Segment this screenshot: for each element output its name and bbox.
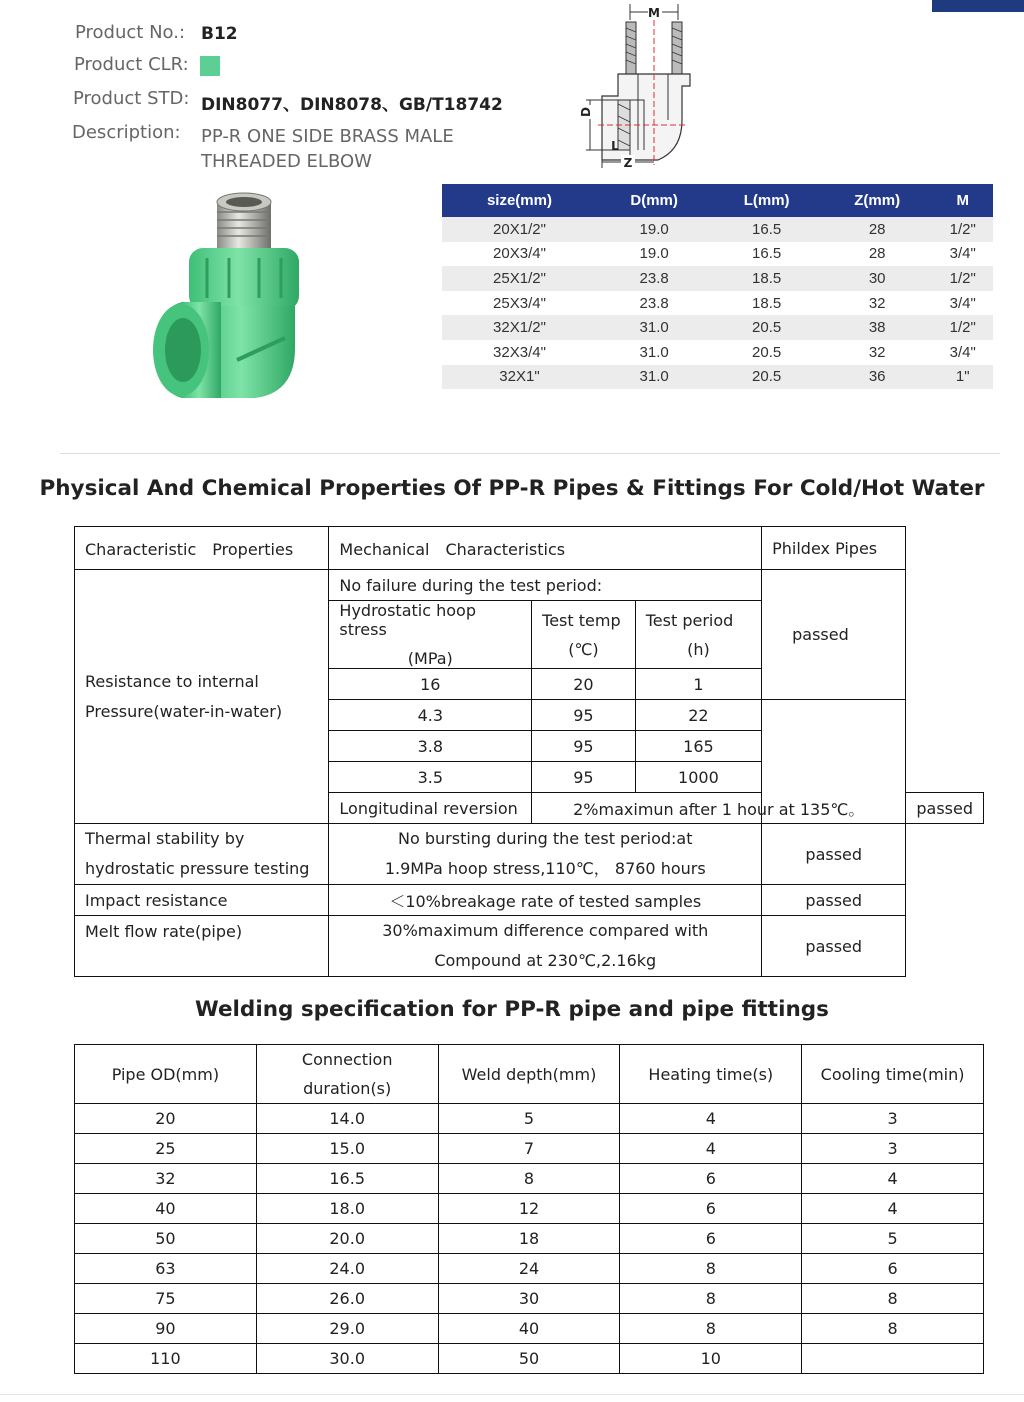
size-cell: 23.8 — [597, 266, 711, 291]
size-cell: 3/4" — [932, 291, 993, 316]
melt-desc — [329, 916, 762, 977]
weld-cell: 24.0 — [256, 1254, 438, 1284]
properties-table — [74, 526, 984, 977]
weld-header-depth: Weld depth(mm) — [438, 1045, 620, 1104]
size-table — [442, 184, 993, 389]
size-cell: 32X1" — [442, 365, 597, 390]
size-cell: 38 — [822, 315, 933, 340]
weld-cell: 30.0 — [256, 1344, 438, 1374]
sub-header-temp — [532, 601, 636, 669]
weld-cell: 16.5 — [256, 1164, 438, 1194]
table-row — [75, 1284, 984, 1314]
table-row — [75, 916, 984, 977]
pressure-cell: 165 — [635, 731, 761, 762]
impact-result: passed — [762, 885, 906, 916]
pressure-cell: 1000 — [635, 762, 761, 793]
bottom-divider — [0, 1394, 1024, 1395]
size-cell: 31.0 — [597, 365, 711, 390]
product-no-label: Product No.: — [75, 22, 186, 43]
table-row — [75, 1344, 984, 1374]
welding-title: Welding specification for PP-R pipe and pipe fittings — [195, 997, 829, 1022]
weld-cell: 30 — [438, 1284, 620, 1314]
weld-cell — [802, 1344, 984, 1374]
table-row — [75, 1314, 984, 1344]
thermal-label — [75, 824, 329, 885]
weld-cell: 4 — [620, 1134, 802, 1164]
weld-cell: 5 — [438, 1104, 620, 1134]
table-row — [442, 340, 993, 365]
thermal-result: passed — [762, 824, 906, 885]
size-cell: 31.0 — [597, 315, 711, 340]
size-cell: 18.5 — [711, 266, 822, 291]
dim-d-label: D — [579, 107, 593, 117]
thermal-label-line-2: hydrostatic pressure testing — [85, 859, 310, 878]
weld-cell: 20.0 — [256, 1224, 438, 1254]
sub-header-period — [635, 601, 761, 669]
longitudinal-result: passed — [906, 793, 984, 824]
weld-cell: 25 — [75, 1134, 257, 1164]
table-row — [442, 242, 993, 267]
longitudinal-label: Longitudinal reversion — [329, 793, 532, 824]
melt-desc-line-1: 30%maximum difference compared with — [382, 921, 709, 940]
weld-cell: 6 — [802, 1254, 984, 1284]
size-cell: 3/4" — [932, 340, 993, 365]
weld-cell: 50 — [75, 1224, 257, 1254]
size-header-d: D(mm) — [597, 184, 711, 217]
size-cell: 28 — [822, 242, 933, 267]
table-row — [75, 1254, 984, 1284]
props-header-characteristic: Characteristic Properties — [75, 527, 329, 570]
weld-cell: 3 — [802, 1134, 984, 1164]
weld-cell: 12 — [438, 1194, 620, 1224]
pressure-result: passed — [762, 570, 906, 700]
thermal-desc-line-1: No bursting during the test period:at — [398, 829, 693, 848]
weld-cell: 6 — [620, 1224, 802, 1254]
thermal-desc-line-2: 1.9MPa hoop stress,110℃， 8760 hours — [384, 859, 706, 878]
weld-header-heating: Heating time(s) — [620, 1045, 802, 1104]
weld-cell: 8 — [802, 1284, 984, 1314]
description-label: Description: — [72, 122, 181, 143]
size-cell: 25X3/4" — [442, 291, 597, 316]
size-cell: 31.0 — [597, 340, 711, 365]
size-cell: 20.5 — [711, 315, 822, 340]
table-row — [442, 365, 993, 390]
product-image — [145, 188, 340, 403]
weld-cell: 8 — [438, 1164, 620, 1194]
size-cell: 20X3/4" — [442, 242, 597, 267]
table-row — [442, 315, 993, 340]
pressure-cell: 3.8 — [329, 731, 532, 762]
weld-cell: 29.0 — [256, 1314, 438, 1344]
melt-result: passed — [762, 916, 906, 977]
weld-cell: 24 — [438, 1254, 620, 1284]
weld-cell: 40 — [438, 1314, 620, 1344]
props-header-phildex: Phildex Pipes — [762, 527, 906, 570]
weld-cell: 26.0 — [256, 1284, 438, 1314]
pressure-cell: 22 — [635, 700, 761, 731]
sub-header-temp-line-2: (℃) — [568, 639, 599, 659]
sub-header-stress-line-2: (MPa) — [407, 649, 453, 668]
weld-cell: 10 — [620, 1344, 802, 1374]
weld-cell: 6 — [620, 1194, 802, 1224]
top-accent-bar — [932, 0, 1024, 12]
impact-desc: ＜10%breakage rate of tested samples — [329, 885, 762, 916]
table-row — [75, 1224, 984, 1254]
weld-cell: 18 — [438, 1224, 620, 1254]
size-cell: 19.0 — [597, 217, 711, 242]
description-line-2: THREADED ELBOW — [201, 151, 372, 172]
weld-cell: 18.0 — [256, 1194, 438, 1224]
pressure-cell: 1 — [635, 669, 761, 700]
size-header-z: Z(mm) — [822, 184, 933, 217]
weld-cell: 4 — [802, 1164, 984, 1194]
size-cell: 20.5 — [711, 340, 822, 365]
pressure-cell: 20 — [532, 669, 636, 700]
melt-label: Melt flow rate(pipe) — [75, 916, 329, 977]
size-cell: 20.5 — [711, 365, 822, 390]
product-color-swatch — [200, 56, 220, 76]
technical-drawing — [568, 0, 708, 175]
weld-cell: 7 — [438, 1134, 620, 1164]
thermal-label-line-1: Thermal stability by — [85, 829, 245, 848]
size-cell: 16.5 — [711, 217, 822, 242]
sub-header-period-line-1: Test period — [645, 610, 734, 630]
table-row — [75, 1164, 984, 1194]
pressure-cell: 4.3 — [329, 700, 532, 731]
size-cell: 16.5 — [711, 242, 822, 267]
size-cell: 20X1/2" — [442, 217, 597, 242]
weld-header-duration — [256, 1045, 438, 1104]
sub-header-stress — [329, 601, 532, 669]
dim-m-label: M — [648, 6, 660, 20]
table-row — [75, 885, 984, 916]
size-cell: 3/4" — [932, 242, 993, 267]
description-line-1: PP-R ONE SIDE BRASS MALE — [201, 126, 454, 147]
props-header-mechanical: Mechanical Characteristics — [329, 527, 762, 570]
pressure-label-line-1: Resistance to internal — [85, 671, 259, 691]
weld-cell: 110 — [75, 1344, 257, 1374]
size-cell: 23.8 — [597, 291, 711, 316]
pressure-cell: 16 — [329, 669, 532, 700]
weld-cell: 5 — [802, 1224, 984, 1254]
size-cell: 1/2" — [932, 266, 993, 291]
weld-cell: 15.0 — [256, 1134, 438, 1164]
size-cell: 32 — [822, 340, 933, 365]
pressure-cell: 95 — [532, 731, 636, 762]
table-row — [75, 1194, 984, 1224]
size-cell: 25X1/2" — [442, 266, 597, 291]
pressure-cell: 95 — [532, 762, 636, 793]
weld-cell: 32 — [75, 1164, 257, 1194]
product-std-label: Product STD: — [73, 88, 190, 109]
weld-header-duration-line-1: Connection — [301, 1050, 393, 1069]
pressure-label — [75, 570, 329, 824]
weld-cell: 20 — [75, 1104, 257, 1134]
sub-header-period-line-2: (h) — [687, 639, 710, 659]
table-row — [75, 1104, 984, 1134]
pressure-cell: 95 — [532, 700, 636, 731]
longitudinal-desc: 2%maximun after 1 hour at 135℃。 — [532, 793, 906, 824]
dim-l-label: L — [611, 139, 619, 153]
table-row — [442, 217, 993, 242]
properties-title: Physical And Chemical Properties Of PP-R Pipes & Fittings For Cold/Hot Water — [39, 476, 985, 501]
welding-table — [74, 1044, 984, 1374]
pressure-label-line-2: Pressure(water-in-water) — [85, 701, 283, 721]
size-cell: 1/2" — [932, 315, 993, 340]
size-cell: 28 — [822, 217, 933, 242]
weld-header-od: Pipe OD(mm) — [75, 1045, 257, 1104]
weld-cell: 6 — [620, 1164, 802, 1194]
size-cell: 30 — [822, 266, 933, 291]
pressure-cell: 3.5 — [329, 762, 532, 793]
weld-cell: 90 — [75, 1314, 257, 1344]
section-divider — [60, 453, 1000, 454]
weld-cell: 3 — [802, 1104, 984, 1134]
product-std-value: DIN8077、DIN8078、GB/T18742 — [201, 95, 503, 115]
dim-z-label: Z — [623, 156, 633, 170]
no-failure-note: No failure during the test period: — [329, 570, 762, 601]
table-row — [442, 291, 993, 316]
melt-desc-line-2: Compound at 230℃,2.16kg — [434, 951, 657, 970]
size-cell: 32X3/4" — [442, 340, 597, 365]
weld-cell: 8 — [802, 1314, 984, 1344]
product-clr-label: Product CLR: — [74, 54, 189, 75]
weld-header-duration-line-2: duration(s) — [303, 1079, 392, 1098]
size-cell: 19.0 — [597, 242, 711, 267]
weld-header-cooling: Cooling time(min) — [802, 1045, 984, 1104]
thermal-desc — [329, 824, 762, 885]
weld-cell: 14.0 — [256, 1104, 438, 1134]
sub-header-stress-line-1: Hydrostatic hoop stress — [339, 601, 476, 639]
size-cell: 32X1/2" — [442, 315, 597, 340]
size-cell: 32 — [822, 291, 933, 316]
table-row — [75, 1134, 984, 1164]
size-cell: 1/2" — [932, 217, 993, 242]
table-row — [75, 824, 984, 885]
size-header-l: L(mm) — [711, 184, 822, 217]
size-cell: 18.5 — [711, 291, 822, 316]
size-header-m: M — [932, 184, 993, 217]
size-cell: 1" — [932, 365, 993, 390]
weld-cell: 8 — [620, 1254, 802, 1284]
table-row — [442, 266, 993, 291]
size-header-size: size(mm) — [442, 184, 597, 217]
size-cell: 36 — [822, 365, 933, 390]
weld-cell: 4 — [802, 1194, 984, 1224]
weld-cell: 75 — [75, 1284, 257, 1314]
description-value — [201, 124, 454, 174]
impact-label: Impact resistance — [75, 885, 329, 916]
weld-cell: 4 — [620, 1104, 802, 1134]
product-no-value: B12 — [201, 24, 238, 44]
weld-cell: 8 — [620, 1284, 802, 1314]
weld-cell: 8 — [620, 1314, 802, 1344]
weld-cell: 40 — [75, 1194, 257, 1224]
weld-cell: 50 — [438, 1344, 620, 1374]
weld-cell: 63 — [75, 1254, 257, 1284]
sub-header-temp-line-1: Test temp — [542, 610, 621, 630]
